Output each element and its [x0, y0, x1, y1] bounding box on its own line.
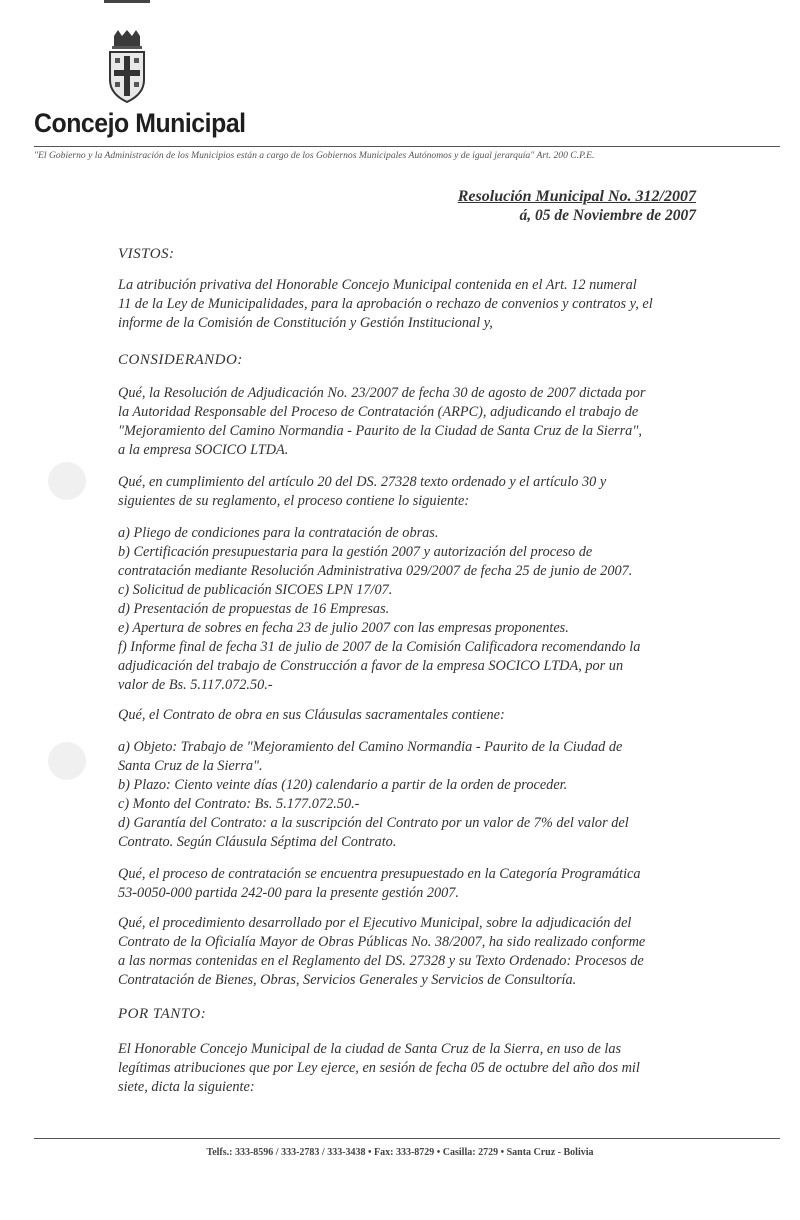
resolution-number: Resolución Municipal No. 312/2007 — [457, 188, 696, 205]
list-item: Contrato. Según Cláusula Séptima del Contrato. — [118, 834, 397, 850]
text-line: informe de la Comisión de Constitución y Gestión Institucional y, — [118, 315, 493, 331]
por-tanto-paragraph — [118, 1040, 698, 1097]
text-line: legítimas atribuciones que por Ley ejerce, en sesión de fecha 05 de octubre del año dos mil — [118, 1060, 640, 1076]
list-item: contratación mediante Resolución Administrativa 029/2007 de fecha 25 de junio de 2007. — [118, 563, 633, 579]
page-title: Concejo Municipal — [34, 108, 246, 138]
list-item: a) Pliego de condiciones para la contratación de obras. — [118, 525, 439, 541]
footer-contact: Telfs.: 333-8596 / 333-2783 / 333-3438 • Fax: 333-8729 • Casilla: 2729 • Santa Cruz - Bolivia — [206, 1147, 594, 1158]
text-line: Contratación de Bienes, Obras, Servicios Generales y Servicios de Consultoría. — [118, 972, 577, 988]
list-item: valor de Bs. 5.117.072.50.- — [118, 677, 273, 693]
text-line: siguientes de su reglamento, el proceso contiene lo siguiente: — [118, 493, 470, 509]
contract-clauses-list — [118, 738, 698, 852]
list-item: a) Objeto: Trabajo de "Mejoramiento del Camino Normandia - Paurito de la Ciudad de — [118, 739, 623, 755]
list-item: d) Garantía del Contrato: a la suscripción del Contrato por un valor de 7% del valor del — [118, 815, 629, 831]
text-line: Qué, la Resolución de Adjudicación No. 23/2007 de fecha 30 de agosto de 2007 dictada por — [118, 385, 646, 401]
list-item: d) Presentación de propuestas de 16 Empresas. — [118, 601, 390, 617]
list-item: c) Solicitud de publicación SICOES LPN 17/07. — [118, 582, 393, 598]
list-item: c) Monto del Contrato: Bs. 5.177.072.50.- — [118, 796, 360, 812]
vistos-paragraph — [118, 276, 698, 333]
text-line: Qué, el proceso de contratación se encuentra presupuestado en la Categoría Programática — [118, 866, 641, 882]
footer-divider — [34, 1138, 780, 1139]
motto: "El Gobierno y la Administración de los Municipios están a cargo de los Gobiernos Municipales Autónomos y de igual jerarquía" Art. 200 C.P.E. — [34, 150, 595, 161]
coat-of-arms-icon — [104, 30, 150, 104]
list-item: e) Apertura de sobres en fecha 23 de julio 2007 con las empresas proponentes. — [118, 620, 569, 636]
text-line: a la empresa SOCICO LTDA. — [118, 442, 289, 458]
process-list — [118, 524, 698, 695]
top-scan-mark — [104, 0, 150, 3]
punch-hole — [48, 742, 86, 780]
section-heading-por-tanto: POR TANTO: — [118, 1006, 207, 1022]
text-line: Qué, el Contrato de obra en sus Cláusulas sacramentales contiene: — [118, 707, 505, 723]
considerando-paragraph-1 — [118, 384, 698, 460]
text-line: Qué, en cumplimiento del artículo 20 del DS. 27328 texto ordenado y el artículo 30 y — [118, 474, 607, 490]
list-item: Santa Cruz de la Sierra". — [118, 758, 263, 774]
text-line: Qué, el procedimiento desarrollado por el Ejecutivo Municipal, sobre la adjudicación del — [118, 915, 632, 931]
list-item: adjudicación del trabajo de Construcción a favor de la empresa SOCICO LTDA, por un — [118, 658, 624, 674]
text-line: La atribución privativa del Honorable Concejo Municipal contenida en el Art. 12 numeral — [118, 277, 637, 293]
list-item: b) Plazo: Ciento veinte días (120) calendario a partir de la orden de proceder. — [118, 777, 568, 793]
text-line: 11 de la Ley de Municipalidades, para la aprobación o rechazo de convenios y contratos y, el — [118, 296, 653, 312]
text-line: El Honorable Concejo Municipal de la ciudad de Santa Cruz de la Sierra, en uso de las — [118, 1041, 622, 1057]
list-item: b) Certificación presupuestaria para la gestión 2007 y autorización del proceso de — [118, 544, 593, 560]
section-heading-considerando: CONSIDERANDO: — [118, 352, 243, 368]
section-heading-vistos: VISTOS: — [118, 246, 175, 262]
considerando-paragraph-2 — [118, 473, 698, 511]
text-line: siete, dicta la siguiente: — [118, 1079, 255, 1095]
header-divider — [34, 146, 780, 147]
considerando-paragraph-5 — [118, 914, 698, 990]
text-line: a las normas contenidas en el Reglamento del DS. 27328 y su Texto Ordenado: Procesos de — [118, 953, 644, 969]
text-line: 53-0050-000 partida 242-00 para la presente gestión 2007. — [118, 885, 459, 901]
text-line: Contrato de la Oficialía Mayor de Obras Públicas No. 38/2007, ha sido realizado conforme — [118, 934, 646, 950]
list-item: f) Informe final de fecha 31 de julio de 2007 de la Comisión Calificadora recomendando la — [118, 639, 641, 655]
resolution-date: á, 05 de Noviembre de 2007 — [519, 207, 696, 224]
punch-hole — [48, 462, 86, 500]
considerando-paragraph-3 — [118, 706, 698, 725]
text-line: la Autoridad Responsable del Proceso de Contratación (ARPC), adjudicando el trabajo de — [118, 404, 639, 420]
considerando-paragraph-4 — [118, 865, 698, 903]
text-line: "Mejoramiento del Camino Normandia - Paurito de la Ciudad de Santa Cruz de la Sierra", — [118, 423, 642, 439]
